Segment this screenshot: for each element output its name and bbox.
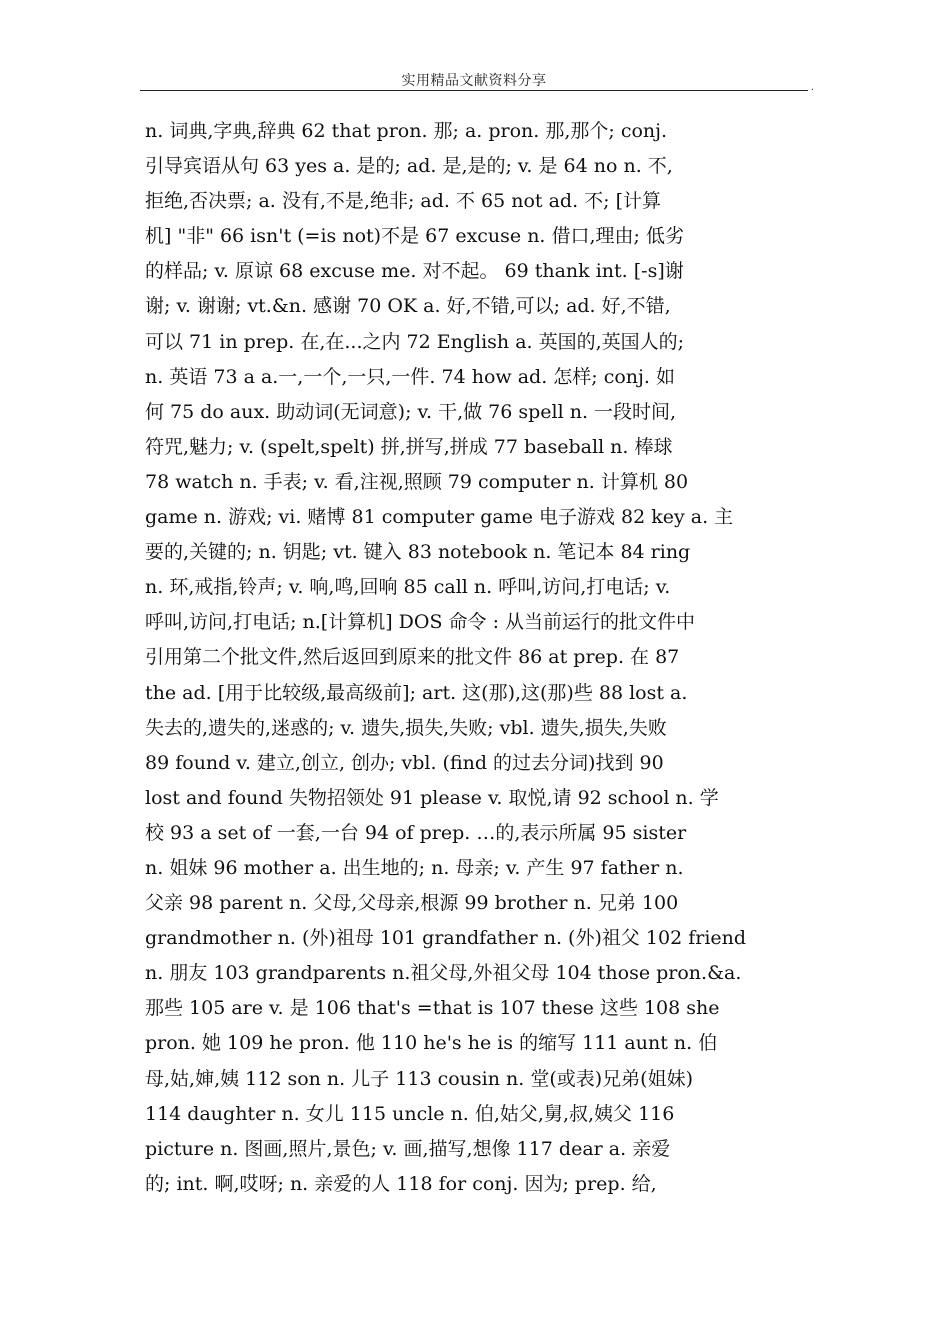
page-header bbox=[140, 70, 814, 93]
text-line: 拒绝,否决票; a. 没有,不是,绝非; ad. 不 65 not ad. 不; [计算 bbox=[145, 190, 662, 213]
text-line: 父亲 98 parent n. 父母,父母亲,根源 99 brother n. 兄弟 100 bbox=[145, 892, 679, 915]
text-line: 可以 71 in prep. 在,在...之内 72 English a. 英国的,英国人的; bbox=[145, 330, 685, 353]
text-line: n. 英语 73 a a.一,一个,一只,一件. 74 how ad. 怎样; conj. 如 bbox=[145, 365, 675, 388]
header-mark: . bbox=[810, 82, 814, 93]
text-line: the ad. [用于比较级,最高级前]; art. 这(那),这(那)些 88 lost a. bbox=[145, 681, 688, 704]
text-line: 呼叫,访问,打电话; n.[计算机] DOS 命令 : 从当前运行的批文件中 bbox=[145, 611, 696, 634]
text-line: 78 watch n. 手表; v. 看,注视,照顾 79 computer n. 计算机 80 bbox=[145, 470, 689, 493]
text-line: grandmother n. (外)祖母 101 grandfather n. (外)祖父 102 friend bbox=[145, 927, 747, 950]
text-line: 要的,关键的; n. 钥匙; vt. 键入 83 notebook n. 笔记本 84 ring bbox=[145, 541, 691, 564]
text-line: 那些 105 are v. 是 106 that's =that is 107 these 这些 108 she bbox=[145, 997, 720, 1020]
text-line: 的; int. 啊,哎呀; n. 亲爱的人 118 for conj. 因为; prep. 给, bbox=[145, 1172, 657, 1195]
text-line: 何 75 do aux. 助动词(无词意); v. 干,做 76 spell n. 一段时间, bbox=[145, 400, 677, 423]
text-line: 失去的,遗失的,迷惑的; v. 遗失,损失,失败; vbl. 遗失,损失,失败 bbox=[145, 716, 667, 739]
text-line: n. 姐妹 96 mother a. 出生地的; n. 母亲; v. 产生 97 father n. bbox=[145, 856, 684, 879]
text-line: 符咒,魅力; v. (spelt,spelt) 拼,拼写,拼成 77 baseball n. 棒球 bbox=[145, 435, 673, 458]
text-line: n. 环,戒指,铃声; v. 响,鸣,回响 85 call n. 呼叫,访问,打电话; v. bbox=[145, 576, 671, 599]
text-line: 引用第二个批文件,然后返回到原来的批文件 86 at prep. 在 87 bbox=[145, 646, 680, 669]
text-line: 的样品; v. 原谅 68 excuse me. 对不起。 69 thank int. [-s]谢 bbox=[145, 260, 684, 283]
text-line: game n. 游戏; vi. 赌博 81 computer game 电子游戏 82 key a. 主 bbox=[145, 506, 734, 529]
text-line: 引导宾语从句 63 yes a. 是的; ad. 是,是的; v. 是 64 no n. 不, bbox=[145, 155, 673, 178]
text-line: picture n. 图画,照片,景色; v. 画,描写,想像 117 dear a. 亲爱 bbox=[145, 1137, 671, 1160]
text-line: 89 found v. 建立,创立, 创办; vbl. (find 的过去分词)找到 90 bbox=[145, 751, 664, 774]
text-line: n. 词典,字典,辞典 62 that pron. 那; a. pron. 那,那个; conj. bbox=[145, 120, 668, 142]
text-line: 母,姑,婶,姨 112 son n. 儿子 113 cousin n. 堂(或表)兄弟(姐妹) bbox=[145, 1067, 693, 1090]
text-line: n. 朋友 103 grandparents n.祖父母,外祖父母 104 those pron.&a. bbox=[145, 962, 742, 985]
header-title: 实用精品文献资料分享 bbox=[401, 73, 547, 89]
text-line: pron. 她 109 he pron. 他 110 he's he is 的缩写 111 aunt n. 伯 bbox=[145, 1032, 718, 1055]
text-line: 114 daughter n. 女儿 115 uncle n. 伯,姑父,舅,叔,姨父 116 bbox=[145, 1102, 675, 1125]
text-line: 机] "非" 66 isn't (=is not)不是 67 excuse n. 借口,理由; 低劣 bbox=[145, 225, 684, 248]
text-line: lost and found 失物招领处 91 please v. 取悦,请 92 school n. 学 bbox=[145, 786, 719, 809]
document-body bbox=[145, 114, 810, 1202]
text-line: 谢; v. 谢谢; vt.&n. 感谢 70 OK a. 好,不错,可以; ad. 好,不错, bbox=[145, 295, 671, 318]
text-line: 校 93 a set of 一套,一台 94 of prep. …的,表示所属 95 sister bbox=[145, 821, 687, 844]
